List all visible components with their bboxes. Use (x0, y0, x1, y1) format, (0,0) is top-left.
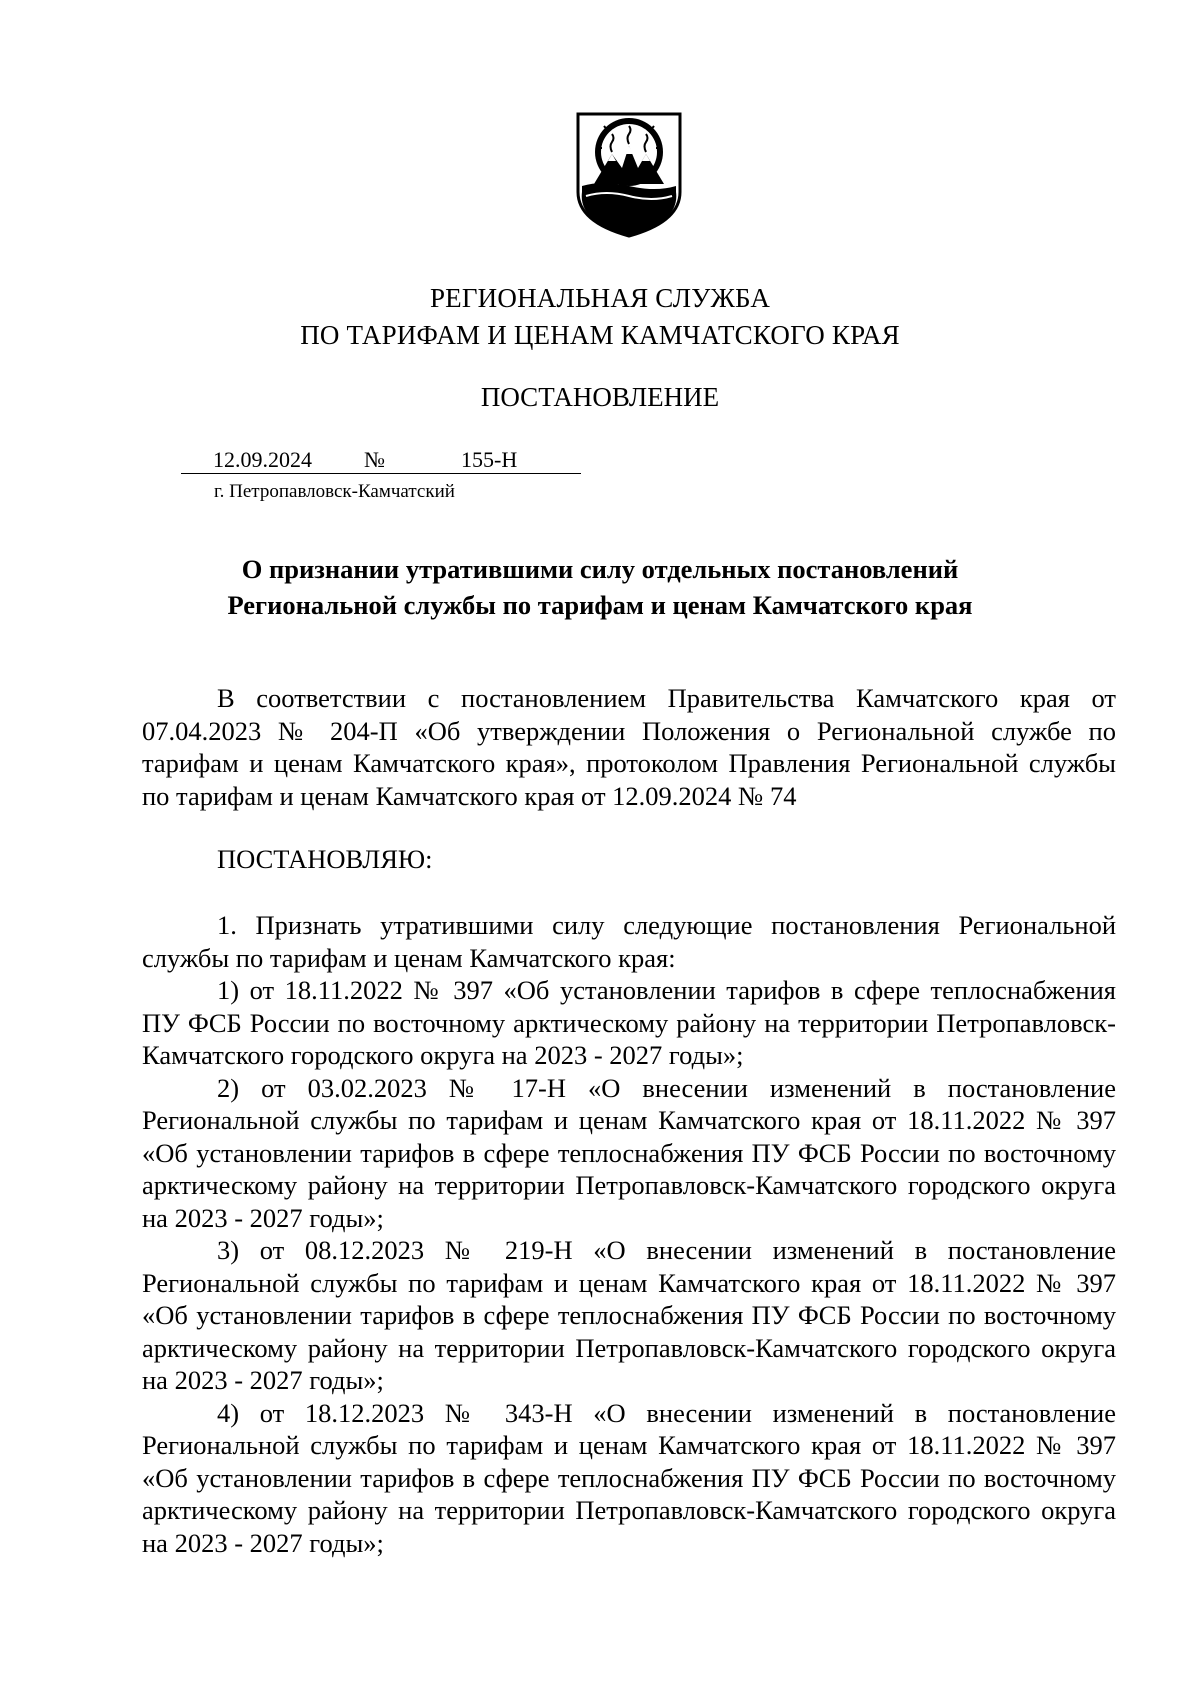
document-number: 155-Н (461, 447, 518, 472)
document-requisites (181, 446, 581, 476)
resolution-subitem: 1) от 18.11.2022 № 397 «Об установлении тарифов в сфере теплоснабжения ПУ ФСБ России по восточному арктическому району на территории Петропавловск-Камчатского городского округа на 2023 - 2027 годы»; (142, 975, 1116, 1070)
requisites-underline (181, 473, 581, 474)
resolution-subitem: 3) от 08.12.2023 № 219-Н «О внесении изменений в постановление Региональной службы по тарифам и ценам Камчатского края от 18.11.2022 № 397 «Об установлении тарифов в сфере теплоснабжения ПУ ФСБ России по восточному арктическому району на территории Петропавловск-Камчатского городского округа на 2023 - 2027 годы»; (142, 1235, 1116, 1395)
resolution-subitem: 4) от 18.12.2023 № 343-Н «О внесении изменений в постановление Региональной службы по тарифам и ценам Камчатского края от 18.11.2022 № 397 «Об установлении тарифов в сфере теплоснабжения ПУ ФСБ России по восточному арктическому району на территории Петропавловск-Камчатского городского округа на 2023 - 2027 годы»; (142, 1397, 1116, 1558)
resolve-heading: ПОСТАНОВЛЯЮ: (217, 844, 433, 874)
organization-name-line-1: РЕГИОНАЛЬНАЯ СЛУЖБА (429, 283, 771, 313)
document-subject-line-2: Региональной службы по тарифам и ценам Камчатского края (227, 590, 973, 620)
resolution-items (142, 909, 1116, 1559)
preamble-paragraph: В соответствии с постановлением Правительства Камчатского края от 07.04.2023 № 204-П «Об утверждении Положения о Региональной службе по тарифам и ценам Камчатского края», протоколом Правления Региональной службы по тарифам и ценам Камчатского края от 12.09.2024 № 74 (142, 683, 1116, 811)
document-subject-line-1: О признании утратившими силу отдельных постановлений (241, 554, 959, 584)
document-subject (0, 551, 1200, 623)
kamchatka-coat-of-arms-icon (574, 110, 684, 240)
document-date: 12.09.2024 (213, 447, 312, 472)
resolution-item: 1. Признать утратившими силу следующие постановления Региональной службы по тарифам и ценам Камчатского края: (142, 910, 1116, 973)
document-type-title: ПОСТАНОВЛЕНИЕ (480, 382, 720, 412)
document-city: г. Петропавловск-Камчатский (214, 481, 455, 502)
preamble-section (142, 682, 1116, 812)
organization-name (0, 280, 1200, 354)
organization-name-line-2: ПО ТАРИФАМ И ЦЕНАМ КАМЧАТСКОГО КРАЯ (300, 320, 900, 350)
number-sign: № (364, 447, 385, 472)
resolution-subitem: 2) от 03.02.2023 № 17-Н «О внесении изменений в постановление Региональной службы по тарифам и ценам Камчатского края от 18.11.2022 № 397 «Об установлении тарифов в сфере теплоснабжения ПУ ФСБ России по восточному арктическому району на территории Петропавловск-Камчатского городского округа на 2023 - 2027 годы»; (142, 1072, 1116, 1233)
